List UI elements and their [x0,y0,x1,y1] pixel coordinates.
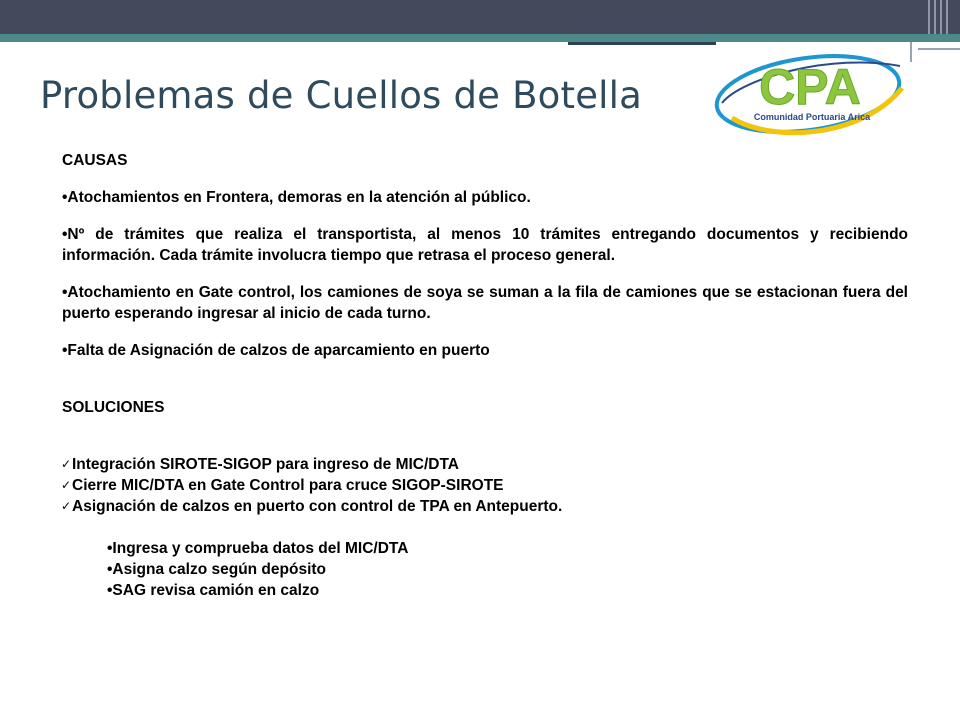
page-title: Problemas de Cuellos de Botella [40,74,643,117]
solution-item [62,475,908,496]
accent-band [0,34,960,42]
solution-item [62,454,908,475]
cpa-logo [712,48,908,138]
cause-item: •Atochamientos en Frontera, demoras en la atención al público. [62,189,531,206]
logo-letters: CPA [759,59,861,115]
subitem: •SAG revisa camión en calzo [107,582,320,599]
slide-body [62,150,908,601]
solutions-list [62,454,908,517]
check-icon: ✓ [61,499,72,513]
solution-subitems [62,538,908,601]
accent-band-segment [568,42,716,45]
solutions-heading: SOLUCIONES [62,399,165,416]
cause-item: •Nº de trámites que realiza el transportista, al menos 10 trámites entregando documentos y recibiendo información. Cada trámite involucra tiempo que retrasa el proceso general. [62,226,908,264]
subitem: •Ingresa y comprueba datos del MIC/DTA [107,540,409,557]
causes-heading: CAUSAS [62,152,128,169]
check-icon: ✓ [61,457,72,471]
solution-text: Asignación de calzos en puerto con control de TPA en Antepuerto. [72,498,563,515]
solution-text: Integración SIROTE-SIGOP para ingreso de MIC/DTA [72,456,459,473]
check-icon: ✓ [61,478,72,492]
solution-text: Cierre MIC/DTA en Gate Control para cruce SIGOP-SIROTE [72,477,504,494]
cause-item: •Atochamiento en Gate control, los camiones de soya se suman a la fila de camiones que se estacionan fuera del puerto esperando ingresar al inicio de cada turno. [62,284,908,322]
corner-decoration [910,42,960,62]
cause-item: •Falta de Asignación de calzos de aparcamiento en puerto [62,342,490,359]
solution-item [62,496,908,517]
logo-caption: Comunidad Portuaria Arica [753,112,871,122]
subitem: •Asigna calzo según depósito [107,561,327,578]
top-bar-stripes [928,0,954,34]
top-bar [0,0,960,34]
